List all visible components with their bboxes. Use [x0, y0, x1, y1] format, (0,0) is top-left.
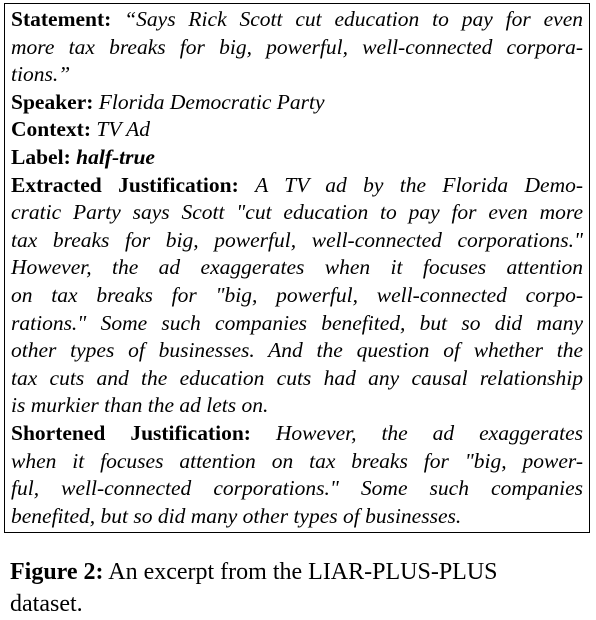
extracted-text-3: tax breaks for big, powerful, well-connected corporations." [11, 227, 583, 252]
statement-text-2: more tax breaks for big, powerful, well-connected corpora- [11, 34, 583, 59]
extracted-line-4 [11, 254, 583, 282]
label-label: Label: [11, 144, 71, 169]
shortened-text-3: ful, well-connected corporations." Some such companies [11, 476, 583, 501]
shortened-text-4: benefited, but so did many other types of businesses. [11, 503, 462, 528]
extracted-line-7 [11, 337, 583, 365]
caption-text-1: An excerpt from the LIAR-PLUS-PLUS [108, 559, 498, 585]
speaker-value: Florida Democratic Party [98, 89, 325, 114]
shortened-line-1 [11, 420, 583, 448]
context-label: Context: [11, 117, 92, 142]
context-value: TV Ad [96, 117, 150, 142]
label-value: half-true [76, 144, 155, 169]
shortened-line-4 [11, 503, 583, 531]
context-line [11, 116, 583, 144]
extracted-text-5: on tax breaks for "big, powerful, well-connected corpo- [11, 282, 583, 307]
shortened-text-2: when it focuses attention on tax breaks for "big, power- [11, 448, 583, 473]
shortened-line-3 [11, 475, 583, 503]
extracted-line-8 [11, 365, 583, 393]
extracted-text-1: A TV ad by the Florida Demo- [255, 172, 584, 197]
extracted-line-6 [11, 310, 583, 338]
speaker-label: Speaker: [11, 89, 94, 114]
statement-line-1 [11, 6, 583, 34]
extracted-text-8: tax cuts and the education cuts had any causal relationship [11, 365, 583, 390]
extracted-line-9 [11, 392, 583, 420]
excerpt-box [4, 3, 590, 533]
statement-text-1: “Says Rick Scott cut education to pay for even [124, 7, 583, 31]
extracted-line-2 [11, 199, 583, 227]
extracted-label: Extracted Justification: [11, 172, 239, 197]
extracted-line-1 [11, 172, 583, 200]
shortened-line-2 [11, 448, 583, 476]
figure-label: Figure 2: [10, 559, 104, 585]
statement-label: Statement: [11, 7, 112, 31]
figure-caption [10, 556, 590, 620]
caption-text-2: dataset. [10, 591, 83, 617]
statement-line-2 [11, 34, 583, 62]
extracted-text-6: rations." Some such companies benefited, but so did many [11, 310, 583, 335]
extracted-text-7: other types of businesses. And the question of whether the [11, 338, 583, 363]
statement-line-3 [11, 61, 583, 89]
extracted-text-2: cratic Party says Scott "cut education to pay for even more [11, 200, 583, 225]
extracted-line-5 [11, 282, 583, 310]
speaker-line [11, 89, 583, 117]
shortened-label: Shortened Justification: [11, 420, 251, 445]
label-line [11, 144, 583, 172]
statement-text-3: tions.” [11, 62, 71, 87]
shortened-text-1: However, the ad exaggerates [275, 420, 584, 445]
extracted-line-3 [11, 227, 583, 255]
extracted-text-9: is murkier than the ad lets on. [11, 393, 269, 418]
extracted-text-4: However, the ad exaggerates when it focuses attention [11, 255, 583, 280]
